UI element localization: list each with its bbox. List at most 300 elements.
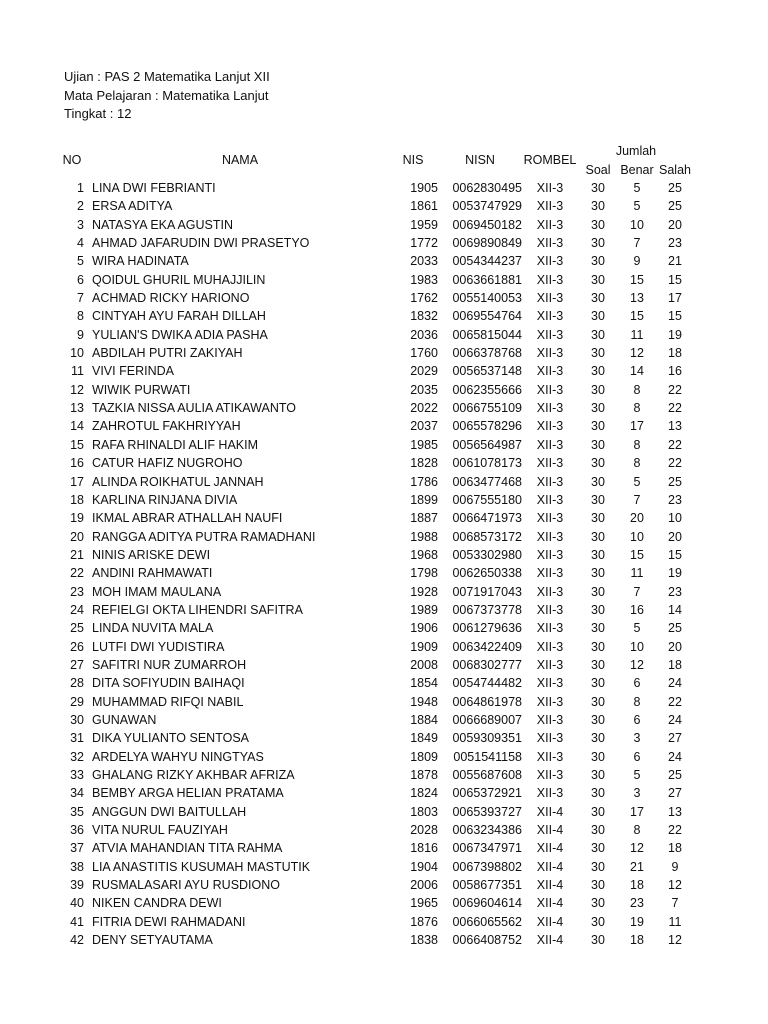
- table-row: [60, 638, 694, 656]
- student-nis: 2029: [410, 364, 438, 379]
- soal-count: 30: [591, 657, 605, 672]
- salah-count: 12: [668, 878, 682, 893]
- table-row: [60, 674, 694, 692]
- salah-count: 10: [668, 511, 682, 526]
- student-name: IKMAL ABRAR ATHALLAH NAUFI: [92, 511, 283, 526]
- row-number: 19: [70, 511, 84, 526]
- col-header-nisn: NISN: [465, 153, 495, 168]
- table-body: [60, 179, 694, 949]
- student-nisn: 0066755109: [452, 401, 522, 416]
- salah-count: 18: [668, 346, 682, 361]
- student-nis: 2028: [410, 823, 438, 838]
- student-name: FITRIA DEWI RAHMADANI: [92, 914, 246, 929]
- table-row: [60, 583, 694, 601]
- student-nis: 1876: [410, 914, 438, 929]
- soal-count: 30: [591, 529, 605, 544]
- soal-count: 30: [591, 768, 605, 782]
- table-row: [60, 656, 694, 674]
- row-number: 30: [70, 712, 84, 727]
- student-nis: 1762: [410, 291, 438, 306]
- benar-count: 6: [633, 676, 641, 691]
- soal-count: 30: [591, 291, 605, 306]
- student-rombel: XII-3: [536, 621, 564, 636]
- student-nis: 1760: [410, 346, 438, 361]
- benar-count: 20: [630, 511, 644, 526]
- exam-title: Ujian : PAS 2 Matematika Lanjut XII: [64, 69, 270, 84]
- salah-count: 22: [668, 437, 682, 452]
- row-number: 32: [70, 749, 84, 764]
- row-number: 21: [70, 547, 84, 562]
- salah-count: 15: [668, 547, 682, 562]
- soal-count: 30: [591, 254, 605, 269]
- salah-count: 22: [668, 401, 682, 416]
- student-nis: 1928: [410, 584, 438, 599]
- salah-count: 9: [671, 859, 679, 874]
- student-nisn: 0067373778: [452, 602, 522, 617]
- benar-count: 7: [633, 584, 641, 599]
- student-rombel: XII-3: [536, 749, 564, 764]
- student-nis: 1965: [410, 896, 438, 911]
- student-nis: 1772: [410, 236, 438, 251]
- student-nisn: 0067555180: [452, 492, 522, 507]
- student-nis: 1849: [410, 731, 438, 746]
- student-nisn: 0063234386: [452, 823, 522, 838]
- student-nisn: 0069890849: [452, 236, 522, 251]
- benar-count: 19: [630, 914, 644, 929]
- table-row: [60, 417, 694, 435]
- table-row: [60, 216, 694, 234]
- row-number: 39: [70, 878, 84, 893]
- student-nis: 1809: [410, 749, 438, 764]
- salah-count: 24: [668, 676, 682, 691]
- student-rombel: XII-4: [536, 859, 564, 874]
- student-name: LINDA NUVITA MALA: [92, 621, 214, 636]
- student-name: BEMBY ARGA HELIAN PRATAMA: [92, 786, 284, 801]
- benar-count: 6: [633, 749, 641, 764]
- row-number: 14: [70, 419, 84, 434]
- student-rombel: XII-3: [536, 731, 564, 746]
- table-row: [60, 491, 694, 509]
- soal-count: 30: [591, 786, 605, 801]
- student-nis: 1803: [410, 804, 438, 819]
- student-nis: 1909: [410, 639, 438, 654]
- student-name: QOIDUL GHURIL MUHAJJILIN: [92, 272, 266, 287]
- benar-count: 16: [630, 602, 644, 617]
- table-row: [60, 528, 694, 546]
- salah-count: 27: [668, 731, 682, 746]
- col-header-soal: Soal: [585, 162, 611, 177]
- soal-count: 30: [591, 456, 605, 471]
- soal-count: 30: [591, 584, 605, 599]
- row-number: 2: [77, 199, 84, 214]
- salah-count: 21: [668, 254, 682, 269]
- student-nis: 2037: [410, 419, 438, 434]
- student-nisn: 0055140053: [452, 291, 522, 306]
- student-rombel: XII-3: [536, 401, 564, 416]
- student-nis: 1816: [410, 841, 438, 856]
- row-number: 37: [70, 841, 84, 856]
- soal-count: 30: [591, 712, 605, 727]
- student-nis: 2033: [410, 254, 438, 269]
- soal-count: 30: [591, 547, 605, 562]
- table-row: [60, 289, 694, 307]
- student-nisn: 0061279636: [452, 621, 522, 636]
- table-row: [60, 509, 694, 527]
- table-row: [60, 766, 694, 784]
- student-rombel: XII-3: [536, 712, 564, 727]
- student-name: ARDELYA WAHYU NINGTYAS: [92, 749, 264, 764]
- soal-count: 30: [591, 236, 605, 251]
- soal-count: 30: [591, 896, 605, 911]
- student-rombel: XII-4: [536, 823, 564, 838]
- salah-count: 25: [668, 181, 682, 195]
- salah-count: 7: [671, 896, 679, 911]
- benar-count: 8: [633, 823, 641, 838]
- student-nisn: 0051541158: [453, 749, 522, 764]
- student-nisn: 0066378768: [452, 346, 522, 361]
- benar-count: 15: [630, 272, 644, 287]
- benar-count: 3: [633, 786, 641, 801]
- row-number: 41: [70, 914, 84, 929]
- benar-count: 18: [630, 878, 644, 893]
- student-name: SAFITRI NUR ZUMARROH: [92, 657, 247, 672]
- student-name: MOH IMAM MAULANA: [92, 584, 222, 599]
- student-rombel: XII-3: [536, 309, 564, 324]
- row-number: 18: [70, 492, 84, 507]
- benar-count: 5: [633, 768, 641, 782]
- student-nisn: 0066408752: [452, 933, 522, 948]
- student-name: ABDILAH PUTRI ZAKIYAH: [92, 346, 243, 361]
- student-nisn: 0058677351: [452, 878, 522, 893]
- student-nisn: 0065372921: [452, 786, 522, 801]
- row-number: 24: [70, 602, 84, 617]
- student-name: DENY SETYAUTAMA: [92, 933, 213, 948]
- salah-count: 25: [668, 474, 682, 489]
- soal-count: 30: [591, 492, 605, 507]
- salah-count: 25: [668, 199, 682, 214]
- student-name: LINA DWI FEBRIANTI: [92, 181, 216, 195]
- student-nis: 1988: [410, 529, 438, 544]
- student-rombel: XII-3: [536, 511, 564, 526]
- student-name: REFIELGI OKTA LIHENDRI SAFITRA: [92, 602, 303, 617]
- soal-count: 30: [591, 566, 605, 581]
- benar-count: 5: [633, 199, 641, 214]
- student-nis: 2035: [410, 382, 438, 397]
- benar-count: 10: [630, 529, 644, 544]
- student-name: RAFA RHINALDI ALIF HAKIM: [92, 437, 259, 452]
- row-number: 20: [70, 529, 84, 544]
- table-row: [60, 326, 694, 344]
- row-number: 10: [70, 346, 84, 361]
- table-row: [60, 711, 694, 729]
- student-rombel: XII-3: [536, 456, 564, 471]
- student-rombel: XII-3: [536, 364, 564, 379]
- benar-count: 13: [630, 291, 644, 306]
- student-name: VIVI FERINDA: [92, 364, 174, 379]
- salah-count: 19: [668, 327, 682, 342]
- student-nis: 1854: [410, 676, 438, 691]
- student-nis: 1828: [410, 456, 438, 471]
- student-name: ALINDA ROIKHATUL JANNAH: [92, 474, 264, 489]
- row-number: 12: [70, 382, 84, 397]
- student-nisn: 0062830495: [452, 181, 522, 195]
- student-rombel: XII-3: [536, 657, 564, 672]
- salah-count: 19: [668, 566, 682, 581]
- row-number: 31: [70, 731, 84, 746]
- student-rombel: XII-4: [536, 933, 564, 948]
- salah-count: 23: [668, 584, 682, 599]
- student-rombel: XII-3: [536, 639, 564, 654]
- student-nisn: 0065815044: [452, 327, 522, 342]
- student-rombel: XII-3: [536, 602, 564, 617]
- row-number: 11: [71, 364, 84, 379]
- student-rombel: XII-4: [536, 896, 564, 911]
- salah-count: 16: [668, 364, 682, 379]
- student-nis: 1948: [410, 694, 438, 709]
- student-nisn: 0064861978: [452, 694, 522, 709]
- salah-count: 20: [668, 217, 682, 232]
- soal-count: 30: [591, 823, 605, 838]
- salah-count: 20: [668, 639, 682, 654]
- student-rombel: XII-3: [536, 474, 564, 489]
- student-nisn: 0065393727: [452, 804, 522, 819]
- student-rombel: XII-3: [536, 786, 564, 801]
- benar-count: 15: [630, 547, 644, 562]
- soal-count: 30: [591, 841, 605, 856]
- row-number: 36: [70, 823, 84, 838]
- table-row: [60, 344, 694, 362]
- soal-count: 30: [591, 437, 605, 452]
- salah-count: 27: [668, 786, 682, 801]
- soal-count: 30: [591, 474, 605, 489]
- table-row: [60, 436, 694, 454]
- salah-count: 18: [668, 657, 682, 672]
- soal-count: 30: [591, 511, 605, 526]
- row-number: 1: [77, 181, 84, 195]
- row-number: 38: [70, 859, 84, 874]
- student-rombel: XII-3: [536, 199, 564, 214]
- student-rombel: XII-3: [536, 236, 564, 251]
- col-header-jumlah: Jumlah: [615, 144, 657, 158]
- soal-count: 30: [591, 419, 605, 434]
- student-nis: 1904: [410, 859, 438, 874]
- student-rombel: XII-3: [536, 181, 564, 195]
- student-name: LIA ANASTITIS KUSUMAH MASTUTIK: [92, 859, 311, 874]
- student-nis: 1968: [410, 547, 438, 562]
- salah-count: 11: [668, 914, 682, 929]
- row-number: 17: [70, 474, 84, 489]
- student-nis: 1985: [410, 437, 438, 452]
- student-nisn: 0066471973: [452, 511, 522, 526]
- row-number: 13: [70, 401, 84, 416]
- student-name: YULIAN'S DWIKA ADIA PASHA: [92, 327, 268, 342]
- student-nis: 1832: [410, 309, 438, 324]
- benar-count: 8: [633, 456, 641, 471]
- row-number: 28: [70, 676, 84, 691]
- student-nisn: 0059309351: [452, 731, 522, 746]
- benar-count: 11: [630, 566, 644, 581]
- benar-count: 10: [630, 217, 644, 232]
- benar-count: 23: [630, 896, 644, 911]
- soal-count: 30: [591, 309, 605, 324]
- student-nis: 1983: [410, 272, 438, 287]
- grade-label: Tingkat : 12: [64, 106, 132, 121]
- row-number: 15: [70, 437, 84, 452]
- col-header-no: NO: [62, 153, 82, 168]
- student-name: ATVIA MAHANDIAN TITA RAHMA: [92, 841, 283, 856]
- student-nis: 1824: [410, 786, 438, 801]
- table-row: [60, 876, 694, 894]
- student-nis: 2008: [410, 657, 438, 672]
- student-name: ANDINI RAHMAWATI: [92, 566, 213, 581]
- student-name: CINTYAH AYU FARAH DILLAH: [92, 309, 266, 324]
- soal-count: 30: [591, 933, 605, 948]
- table-row: [60, 546, 694, 564]
- table-row: [60, 601, 694, 619]
- col-header-salah: Salah: [659, 162, 691, 177]
- student-name: CATUR HAFIZ NUGROHO: [92, 456, 243, 471]
- table-row: [60, 784, 694, 802]
- table-row: [60, 894, 694, 912]
- row-number: 6: [77, 272, 84, 287]
- benar-count: 12: [630, 346, 644, 361]
- salah-count: 22: [668, 823, 682, 838]
- student-nis: 1878: [410, 768, 438, 782]
- student-nisn: 0054744482: [452, 676, 522, 691]
- row-number: 27: [70, 657, 84, 672]
- benar-count: 8: [633, 437, 641, 452]
- salah-count: 22: [668, 694, 682, 709]
- benar-count: 17: [630, 419, 644, 434]
- table-row: [60, 619, 694, 637]
- benar-count: 9: [633, 254, 641, 269]
- salah-count: 22: [668, 456, 682, 471]
- student-name: WIRA HADINATA: [92, 254, 189, 269]
- student-nisn: 0065578296: [452, 419, 522, 434]
- table-row: [60, 803, 694, 821]
- row-number: 42: [70, 933, 84, 948]
- student-rombel: XII-3: [536, 437, 564, 452]
- student-name: ACHMAD RICKY HARIONO: [92, 291, 250, 306]
- student-name: GUNAWAN: [92, 712, 157, 727]
- student-name: VITA NURUL FAUZIYAH: [92, 823, 228, 838]
- student-nisn: 0056564987: [452, 437, 522, 452]
- benar-count: 8: [633, 382, 641, 397]
- table-row: [60, 473, 694, 491]
- soal-count: 30: [591, 602, 605, 617]
- benar-count: 5: [633, 474, 641, 489]
- student-rombel: XII-3: [536, 676, 564, 691]
- row-number: 16: [70, 456, 84, 471]
- soal-count: 30: [591, 199, 605, 214]
- salah-count: 15: [668, 309, 682, 324]
- student-rombel: XII-3: [536, 547, 564, 562]
- salah-count: 20: [668, 529, 682, 544]
- student-rombel: XII-3: [536, 768, 564, 782]
- student-nisn: 0069604614: [452, 896, 522, 911]
- student-name: GHALANG RIZKY AKHBAR AFRIZA: [92, 768, 295, 782]
- student-rombel: XII-3: [536, 346, 564, 361]
- soal-count: 30: [591, 804, 605, 819]
- row-number: 22: [70, 566, 84, 581]
- table-header: [60, 142, 694, 179]
- student-nis: 2022: [410, 401, 438, 416]
- student-name: ERSA ADITYA: [92, 199, 173, 214]
- student-name: WIWIK PURWATI: [92, 382, 191, 397]
- benar-count: 18: [630, 933, 644, 948]
- row-number: 33: [70, 768, 84, 782]
- exam-info: [64, 68, 270, 124]
- col-header-nis: NIS: [402, 153, 424, 168]
- col-header-nama: NAMA: [221, 153, 259, 168]
- table-row: [60, 252, 694, 270]
- student-nisn: 0063477468: [452, 474, 522, 489]
- benar-count: 5: [633, 621, 641, 636]
- soal-count: 30: [591, 639, 605, 654]
- student-nisn: 0054344237: [452, 254, 522, 269]
- student-rombel: XII-3: [536, 272, 564, 287]
- student-nisn: 0061078173: [452, 456, 522, 471]
- student-nis: 1905: [410, 181, 438, 195]
- salah-count: 13: [668, 419, 682, 434]
- student-rombel: XII-3: [536, 694, 564, 709]
- row-number: 25: [70, 621, 84, 636]
- student-name: LUTFI DWI YUDISTIRA: [92, 639, 225, 654]
- table-row: [60, 234, 694, 252]
- soal-count: 30: [591, 731, 605, 746]
- student-nisn: 0062355666: [452, 382, 522, 397]
- student-name: NIKEN CANDRA DEWI: [92, 896, 222, 911]
- student-nis: 2036: [410, 327, 438, 342]
- table-row: [60, 858, 694, 876]
- student-rombel: XII-3: [536, 254, 564, 269]
- student-nisn: 0069450182: [452, 217, 522, 232]
- student-rombel: XII-3: [536, 327, 564, 342]
- student-rombel: XII-3: [536, 584, 564, 599]
- student-nisn: 0053302980: [452, 547, 522, 562]
- row-number: 34: [70, 786, 84, 801]
- soal-count: 30: [591, 401, 605, 416]
- salah-count: 12: [668, 933, 682, 948]
- benar-count: 15: [630, 309, 644, 324]
- student-rombel: XII-4: [536, 841, 564, 856]
- row-number: 26: [70, 639, 84, 654]
- score-table: [60, 142, 694, 949]
- student-rombel: XII-4: [536, 914, 564, 929]
- table-row: [60, 307, 694, 325]
- table-row: [60, 729, 694, 747]
- student-nisn: 0056537148: [452, 364, 522, 379]
- table-row: [60, 693, 694, 711]
- student-name: RANGGA ADITYA PUTRA RAMADHANI: [92, 529, 316, 544]
- student-nisn: 0063661881: [452, 272, 522, 287]
- table-row: [60, 179, 694, 197]
- student-rombel: XII-3: [536, 217, 564, 232]
- salah-count: 25: [668, 621, 682, 636]
- table-row: [60, 399, 694, 417]
- student-name: TAZKIA NISSA AULIA ATIKAWANTO: [92, 401, 296, 416]
- soal-count: 30: [591, 217, 605, 232]
- table-row: [60, 839, 694, 857]
- student-nisn: 0068573172: [452, 529, 522, 544]
- salah-count: 24: [668, 749, 682, 764]
- benar-count: 14: [630, 364, 644, 379]
- student-nisn: 0069554764: [452, 309, 522, 324]
- student-nisn: 0066689007: [452, 712, 522, 727]
- student-name: NINIS ARISKE DEWI: [92, 547, 211, 562]
- student-nis: 1884: [410, 712, 438, 727]
- benar-count: 12: [630, 841, 644, 856]
